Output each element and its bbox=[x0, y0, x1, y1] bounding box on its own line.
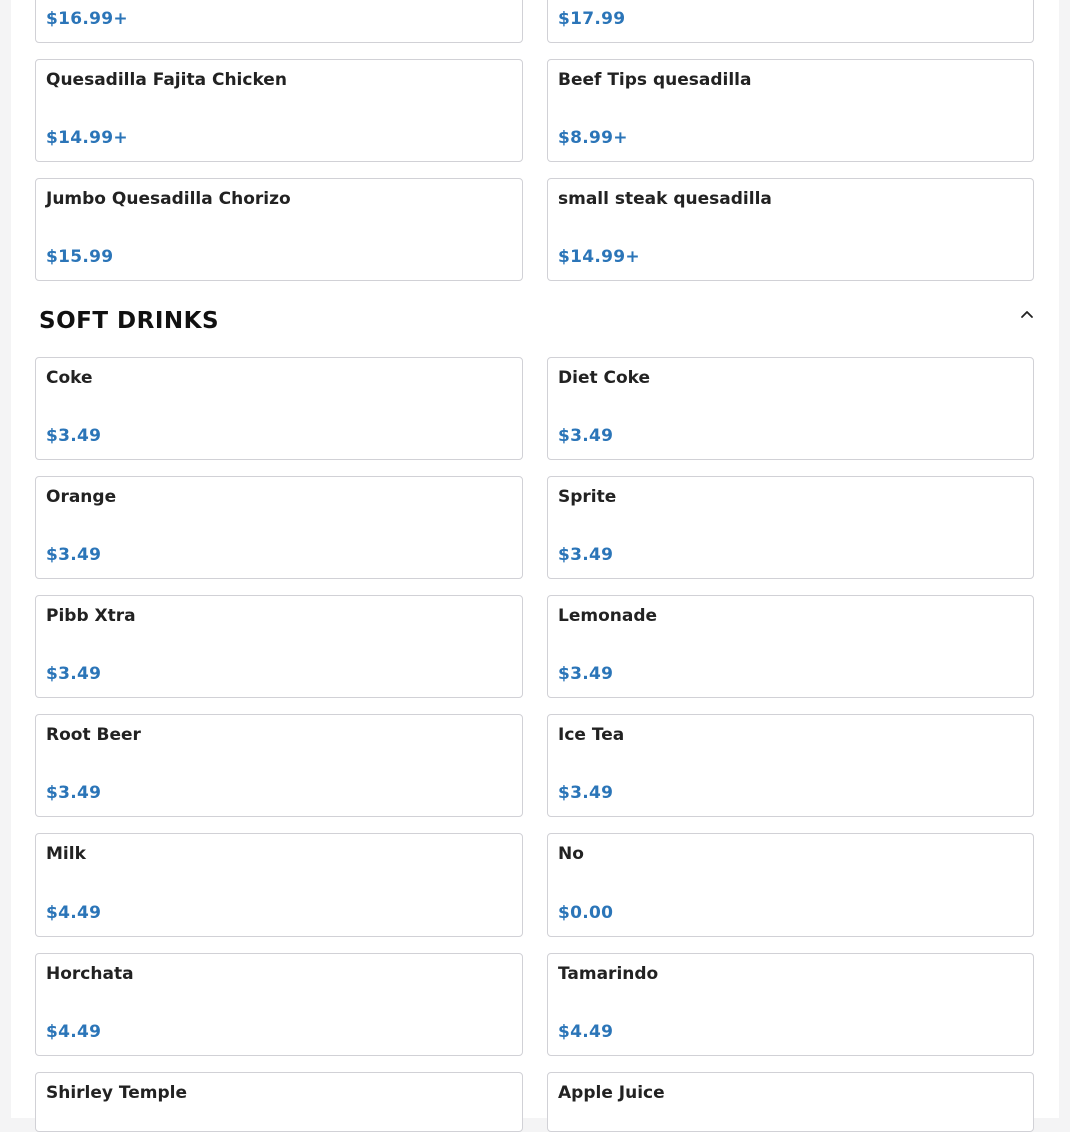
item-price: $3.49 bbox=[46, 664, 102, 684]
menu-item-card[interactable] bbox=[547, 0, 1034, 43]
menu-item-card[interactable] bbox=[35, 0, 523, 43]
menu-item-card[interactable] bbox=[35, 476, 523, 579]
item-price: $3.49 bbox=[558, 664, 614, 684]
item-name: Lemonade bbox=[558, 606, 658, 626]
item-price: $17.99 bbox=[558, 9, 626, 29]
item-price: $3.49 bbox=[46, 783, 102, 803]
item-price: $3.49 bbox=[46, 545, 102, 565]
item-price: $3.49 bbox=[558, 545, 614, 565]
menu-item-card[interactable] bbox=[547, 953, 1034, 1056]
menu-item-card[interactable] bbox=[547, 476, 1034, 579]
menu-item-card[interactable] bbox=[547, 178, 1034, 281]
item-price: $15.99 bbox=[46, 247, 114, 267]
chevron-up-icon[interactable] bbox=[1019, 306, 1035, 322]
item-name: Pibb Xtra bbox=[46, 606, 136, 626]
item-price: $4.49 bbox=[46, 1022, 102, 1042]
item-price: $3.49 bbox=[46, 426, 102, 446]
item-name: Horchata bbox=[46, 964, 134, 984]
menu-item-card[interactable] bbox=[547, 357, 1034, 460]
menu-item-card[interactable] bbox=[547, 714, 1034, 817]
section-header-soft-drinks[interactable] bbox=[35, 300, 1035, 344]
menu-page bbox=[11, 0, 1059, 1118]
item-price: $3.49 bbox=[558, 426, 614, 446]
item-name: Orange bbox=[46, 487, 117, 507]
item-name: Apple Juice bbox=[558, 1083, 665, 1103]
item-price: $8.99+ bbox=[558, 128, 628, 148]
menu-item-card[interactable] bbox=[547, 595, 1034, 698]
menu-item-card[interactable] bbox=[547, 59, 1034, 162]
menu-item-card[interactable] bbox=[35, 1072, 523, 1132]
item-price: $4.49 bbox=[46, 903, 102, 923]
section-title: SOFT DRINKS bbox=[39, 308, 220, 334]
item-price: $4.49 bbox=[558, 1022, 614, 1042]
item-price: $3.49 bbox=[558, 783, 614, 803]
item-name: Tamarindo bbox=[558, 964, 659, 984]
item-name: No bbox=[558, 844, 584, 864]
item-name: Root Beer bbox=[46, 725, 141, 745]
item-price: $16.99+ bbox=[46, 9, 128, 29]
item-price: $14.99+ bbox=[46, 128, 128, 148]
item-name: small steak quesadilla bbox=[558, 189, 772, 209]
item-name: Quesadilla Fajita Chicken bbox=[46, 70, 287, 90]
menu-item-card[interactable] bbox=[35, 714, 523, 817]
item-name: Beef Tips quesadilla bbox=[558, 70, 752, 90]
item-name: Milk bbox=[46, 844, 86, 864]
menu-item-card[interactable] bbox=[35, 833, 523, 937]
item-name: Jumbo Quesadilla Chorizo bbox=[46, 189, 291, 209]
item-name: Diet Coke bbox=[558, 368, 651, 388]
item-name: Shirley Temple bbox=[46, 1083, 188, 1103]
menu-item-card[interactable] bbox=[35, 953, 523, 1056]
item-name: Coke bbox=[46, 368, 93, 388]
item-price: $0.00 bbox=[558, 903, 614, 923]
menu-item-card[interactable] bbox=[547, 833, 1034, 937]
menu-item-card[interactable] bbox=[35, 59, 523, 162]
item-name: Sprite bbox=[558, 487, 617, 507]
menu-item-card[interactable] bbox=[35, 595, 523, 698]
menu-item-card[interactable] bbox=[547, 1072, 1034, 1132]
menu-item-card[interactable] bbox=[35, 357, 523, 460]
menu-item-card[interactable] bbox=[35, 178, 523, 281]
item-name: Ice Tea bbox=[558, 725, 625, 745]
item-price: $14.99+ bbox=[558, 247, 640, 267]
